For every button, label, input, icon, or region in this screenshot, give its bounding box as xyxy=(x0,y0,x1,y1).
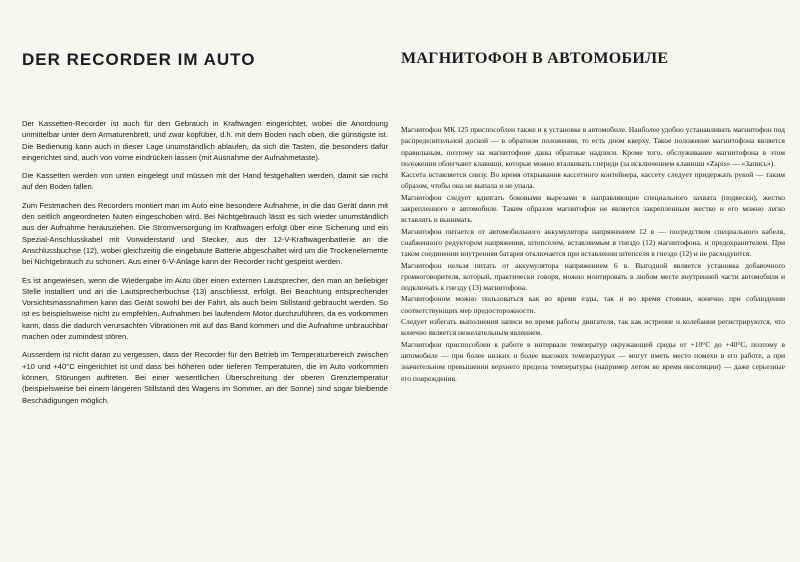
russian-paragraph-3: Магнитофон следует вдвигать боковыми вырезами в направляющие специального захвата (подвески), жестко закрепленного в автомобиле. Таким образом магнитофон не является закрепленным жестко и его можно легко вставлять и вынимать. xyxy=(401,192,785,225)
russian-body xyxy=(401,124,785,384)
german-paragraph-2: Die Kassetten werden von unten eingelegt und müssen mit der Hand festgehalten werden, damit sie nicht auf den Boden fallen. xyxy=(22,171,388,192)
german-paragraph-1: Der Kassetten-Recorder ist auch für den Gebrauch in Kraftwagen eingerichtet, wobei die Anordnung unmittelbar unter dem Armaturenbrett, und zwar kopfüber, d.h. mit dem Boden nach oben, die günstigste ist. Die Bedienung kann auch in dieser Lage unumständlich ablaufen, da sich die Tasten, die besonders dafür eingerichtet sind, auch von vorne eindrücken lassen (mit Ausnahme der Aufnahmetaste). xyxy=(22,119,388,162)
russian-paragraph-2: Кассета вставляется снизу. Во время открывания кассетного контейнера, кассету следует придержать рукой — таким образом, чтобы она не выпала и не упала. xyxy=(401,170,785,191)
russian-paragraph-4: Магнитофон питается от автомобильного аккумулятора напряжением 12 в — посредством специального кабеля, снабженного редуктором напряжения, штепселем, вставляемым в гнездо (12) магнитофона, и предохранителем. При таком соединении внутренняя батарея отключается при вставлении штепселя в гнездо (12) и не расходуются. xyxy=(401,226,785,259)
russian-title: МАГНИТОФОН В АВТОМОБИЛЕ xyxy=(401,50,669,67)
russian-paragraph-1: Магнитофон МК 125 приспособлен также и к установке в автомобиле. Наиболее удобно устанавливать магнитофон под распределительной доской — в обратном положении, то есть дном кверху. Такое положение магнитофона является правильным, поэтому на магнитофоне даны обратные надписи. Кроме того, обслуживание магнитофона в этом положении облегчают клавиши, которые можно вталкивать спереди (за исключением клавиши «Zapis» — «Запись»). xyxy=(401,125,785,168)
russian-paragraph-6: Магнитофоном можно пользоваться как во время езды, так и во время стоянки, конечно при соблюдении соответствующих мер предосторожности. xyxy=(401,294,785,315)
russian-paragraph-8: Магнитофон приспособлен к работе в интервале температур окружающей среды от +10°С до +40°С, поэтому в автомобиле — при более низких и более высоких температурах — могут иметь место помехи в его работе, а при значительном превышении верхнего предела температуры (например летом во время инсоляции) — даже серьезные его повреждения. xyxy=(401,339,785,383)
russian-paragraph-5: Магнитофон нельзя питать от аккумулятора напряжением 6 в. Выгодной является установка добавочного громкоговорителя, который, практически говоря, можно монтировать в любом месте внутренней части автомобиля и подключать к гнезду (13) магнитофона. xyxy=(401,260,785,293)
german-paragraph-4: Es ist angewiesen, wenn die Wiedergabe im Auto über einen externen Lautsprecher, den man an beliebiger Stelle installiert und an die Lautsprecherbuchse (13) anschliesst, erfolgt. Bei Beachtung entsprechender Vorsichtsmassnahmen kann das Gerät sowohl bei der Fahrt, als auch beim Stillstand gebraucht werden. So ist es beispielsweise nicht zu empfehlen, Aufnahmen bei laufendem Motor durchzuführen, da es vorkommen kann, dass die dadurch verursachten Vibrationen mit auf das Band kommen und die Aufnahme unbrauchbar machen oder zumindest stören. xyxy=(22,275,388,342)
german-title: DER RECORDER IM AUTO xyxy=(22,50,256,69)
german-body xyxy=(22,118,388,413)
russian-paragraph-7: Следует избегать выполнения записи во время работы двигателя, так как истрение и колебания регистрируются, что конечно является нежелательным явлением. xyxy=(401,317,785,338)
german-paragraph-5: Ausserdem ist nicht daran zu vergessen, dass der Recorder für den Betrieb im Temperaturbereich zwischen +10 und +40°C eingerichtet ist und dass bei höheren oder tieferen Temperaturen, die im Auto vorkommen können, Störungen auftreten. Bei einer wesentlichen Überschreitung der oberen Grenztemperatur (beispielsweise bei einem längeren Stillstand des Wagens im Sommer, an der Sonne) sind sogar bleibende Beschädigungen möglich. xyxy=(22,350,388,405)
german-paragraph-3: Zum Festmachen des Recorders montiert man im Auto eine besondere Aufnahme, in die das Gerät dann mit den seitlich angeordneten Nuten eingeschoben wird. Bei Nichtgebrauch lässt es sich wieder unumständlich aus der Aufnahme herausziehen. Die Stromversorgung im Kraftwagen erfolgt über eine Sicherung und ein Spezial-Anschlusskabel mit Vorwiderstand und Stecker, aus der 12-V-Kraftwagenbatterie an die Anschlussbuchse (12), wobei gleichzeitig die eingebaute Batterie abgeschaltet wird um die Trockenelemente bei Nichtgebrauch zu schonen. Aus einer 6-V-Anlage kann der Recorder nicht gespeist werden. xyxy=(22,200,388,267)
